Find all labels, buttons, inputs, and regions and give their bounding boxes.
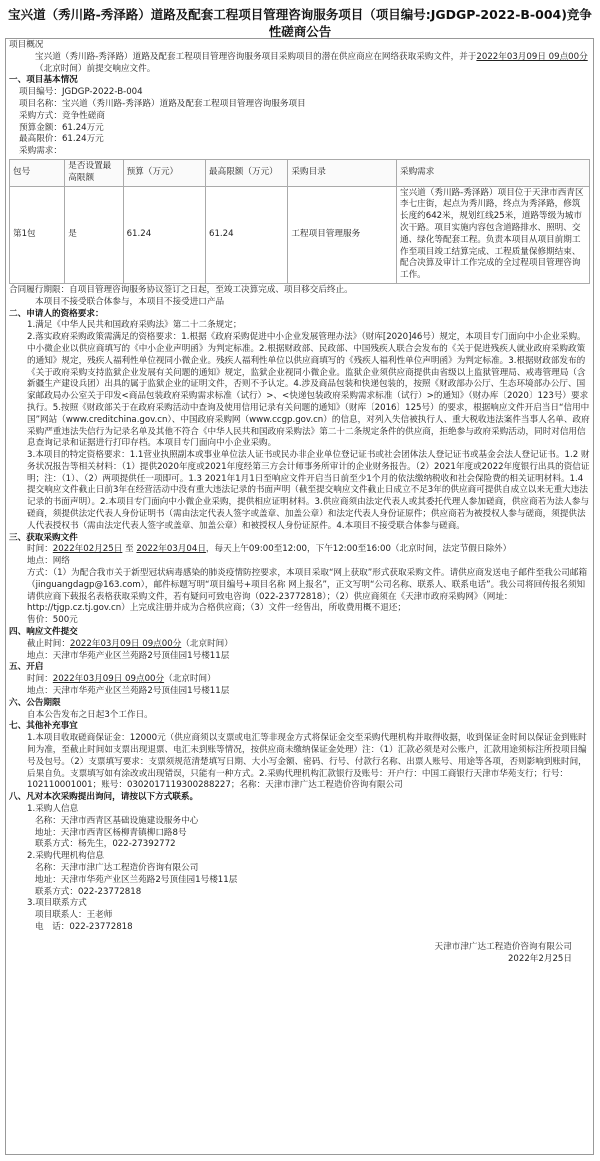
opening-date: 2022年03月09日 09点00分 bbox=[52, 674, 165, 685]
contact-line: 2.采购代理机构信息 bbox=[27, 851, 104, 862]
contact-line: 联系方式：杨先生，022-27392772 bbox=[35, 839, 176, 850]
contact-line: 3.项目联系方式 bbox=[27, 898, 87, 909]
project-name: 项目名称：宝兴道（秀川路-秀泽路）道路及配套工程项目管理咨询服务项目 bbox=[19, 98, 306, 109]
table-cell: 工程项目管理服务 bbox=[288, 186, 397, 283]
consortium-note: 本项目不接受联合体参与，本项目不接受进口产品 bbox=[35, 296, 225, 307]
table-header: 采购目录 bbox=[288, 159, 397, 186]
page-title: 宝兴道（秀川路-秀泽路）道路及配套工程项目管理咨询服务项目（项目编号:JGDGP-2022-B-004)竞争性磋商公告 bbox=[8, 7, 592, 39]
contact-line: 电 话：022-23772818 bbox=[35, 921, 133, 932]
section-heading: 五、开启 bbox=[9, 662, 44, 673]
obtain-price: 售价：500元 bbox=[27, 615, 78, 626]
label: 至 bbox=[122, 544, 137, 555]
table-cell: 第1包 bbox=[10, 186, 65, 283]
signature-date: 2022年2月25日 bbox=[507, 953, 572, 964]
label: 时间： bbox=[27, 674, 53, 685]
label: （北京时间） bbox=[181, 638, 233, 649]
section-heading: 三、获取采购文件 bbox=[9, 532, 78, 543]
requirements-label: 采购需求： bbox=[19, 146, 62, 157]
contact-line: 联系方式：022-23772818 bbox=[35, 886, 142, 897]
contact-info bbox=[9, 804, 590, 934]
contact-line: 名称：天津市津广达工程造价咨询有限公司 bbox=[35, 862, 199, 873]
budget-amount: 预算金额：61.24万元 bbox=[19, 122, 104, 133]
table-cell: 是 bbox=[65, 186, 123, 283]
contact-line: 地址：天津市华苑产业区兰苑路2号顶佳园1号楼11层 bbox=[35, 874, 238, 885]
obtain-place: 地点：网络 bbox=[27, 556, 70, 567]
table-header: 最高限额（万元） bbox=[206, 159, 288, 186]
deadline-date: 2022年03月09日 09点00分 bbox=[69, 638, 182, 649]
overview-line-end: （北京时间）前提交响应文件。 bbox=[35, 63, 156, 74]
obtain-start-date: 2022年02月25日 bbox=[52, 544, 123, 555]
table-cell: 61.24 bbox=[206, 186, 288, 283]
section-heading: 七、其他补充事宜 bbox=[9, 721, 78, 732]
submission-deadline bbox=[9, 639, 590, 651]
overview-heading: 项目概况 bbox=[9, 40, 44, 50]
obtain-method: 方式：（1）为配合我市关于新型冠状病毒感染的肺炎疫情防控要求，本项目采取“网上获取”形式获取采购文件。请供应商发送电子邮件至我公司邮箱（jinguangdagp@163.com），邮件标题写明“项目编号+项目名称 网上报名”，正文写明“公司名称、联系人、联系电话”。我公司将回传报名须知请供应商下载报名表格获取采购文件，若有疑问可致电咨询（022-23772818）；（2）供应商须在《天津市政府采购网》（网址：http://tjgp.cz.tj.gov.cn）上完成注册并成为合格供应商；（3）文件一经售出，所收费用概不退还； bbox=[27, 568, 588, 614]
label: ，每天上午09:00至12:00，下午12:00至16:00（北京时间，法定节假日除外） bbox=[205, 544, 512, 555]
table-cell: 宝兴道（秀川路-秀泽路）项目位于天津市西青区李七庄街，起点为秀川路，终点为秀泽路，修筑长度约642米，规划红线25米，道路等级为城市次干路。项目实施内容包含道路排水、照明、交通、绿化等配套工程。负责本项目从项目前期工作至项目竣工结算完成、工程质量保修期结束、配合决算及审计工作完成的全过程项目管理咨询工作。 bbox=[396, 186, 589, 283]
obtain-end-date: 2022年03月04日 bbox=[136, 544, 206, 555]
section-heading: 四、响应文件提交 bbox=[9, 627, 78, 638]
notice-period: 自本公告发布之日起3个工作日。 bbox=[27, 709, 153, 720]
submission-place: 地点：天津市华苑产业区兰苑路2号顶佳园1号楼11层 bbox=[27, 650, 230, 661]
contact-line: 1.采购人信息 bbox=[27, 804, 79, 814]
table-header: 采购需求 bbox=[396, 159, 589, 186]
obtain-time bbox=[9, 544, 590, 556]
label: （北京时间） bbox=[164, 674, 216, 685]
section-heading: 六、公告期限 bbox=[9, 697, 61, 708]
section-heading: 二、申请人的资格要求： bbox=[9, 308, 104, 319]
table-header: 是否设置最高限额 bbox=[65, 159, 123, 186]
project-info bbox=[9, 87, 590, 158]
requirements-table bbox=[9, 159, 590, 284]
overview-text bbox=[9, 52, 590, 76]
label: 时间： bbox=[27, 544, 53, 555]
label: 截止时间： bbox=[27, 638, 70, 649]
supplementary-text: 1.本项目收取磋商保证金：12000元（供应商须以支票或电汇等非现金方式将保证金交至采购代理机构并取得收据，收到保证金时间以保证金到账时间为准，至截止时间如支票出现退票、电汇未到账等情况，按供应商未缴纳保证金处理）注：（1）汇款必须是对公账户，汇款用途须标注所投项目编号及包号。（2）支票填写要求：支票须规范清楚填写日期、大小写金额、密码、行号、付款行名称、出票人账号、用途等各项，否则影响到账时间，后果自负。支票填写如有涂改或出现错误，只能有一种方式。2.采购代理机构汇款银行及账号：开户行：中国工商银行天津市华苑支行；行号：102110001001；账号：0302017119300288227；名称：天津市津广达工程造价咨询有限公司 bbox=[27, 733, 587, 791]
project-number: 项目编号：JGDGP-2022-B-004 bbox=[19, 87, 143, 98]
section-heading: 八、凡对本次采购提出询问，请按以下方式联系。 bbox=[9, 792, 199, 803]
table-header: 包号 bbox=[10, 159, 65, 186]
contact-line: 名称：天津市西青区基础设施建设服务中心 bbox=[35, 815, 199, 826]
table-cell: 61.24 bbox=[123, 186, 205, 283]
qualification-text: 1.满足《中华人民共和国政府采购法》第二十二条规定； 2.落实政府采购政策需满足的资格要求：1.根据《政府采购促进中小企业发展管理办法》（财库[2020]46号）规定，本项目专门面向中小企业采购。中小微企业以供应商填写的《中小企业声明函》为判定标准。2.根据财政部、民政部、中国残疾人联合会发布的《关于促进残疾人就业政府采购政策的通知》规定，残疾人福利性单位视同小微企业。残疾人福利性单位以供应商填写的《残疾人福利性单位声明函》为判定标准。3.根据财政部发布的《关于政府采购支持监狱企业发展有关问题的通知》规定，监狱企业视同小微企业。监狱企业须供应商提供由省级以上监狱管理局、戒毒管理局（含新疆生产建设兵团）出具的属于监狱企业的证明文件，否则不予认定。4.涉及商品包装和快递包装的，按照《财政部办公厅、生态环境部办公厅、国家邮政局办公室关于印发<商品包装政府采购需求标准（试行）>、<快递包装政府采购需求标准（试行）>的通知》（财办库〔2020〕123号）要求执行。5.按照《财政部关于在政府采购活动中查询及使用信用记录有关问题的通知》（财库〔2016〕125号）的要求，根据响应文件开启当日“信用中国”网站（www.creditchina.gov.cn）、中国政府采购网（www.ccgp.gov.cn）的信息，对列入失信被执行人、重大税收违法案件当事人名单、政府采购严重违法失信行为记录名单及其他不符合《中华人民共和国政府采购法》第二十二条规定条件的供应商，拒绝参与政府采购活动，同时对信用信息查询记录和证据进行打印存档。本项目专门面向中小企业采购。 3.本项目的特定资格要求：1.1营业执照副本或事业单位法人证书或民办非企业单位登记证书或社会团体法人登记证书或基金会法人登记证书。1.2 财务状况报告等相关材料：（1）提供2020年度或2021年度经第三方会计师事务所审计的企业财务报告。（2）2021年度或2022年度银行出具的资信证明；注：（1）、（2）两项提供任一项即可。1.3 2021年1月1日至响应文件开启当日前至少1个月的依法缴纳税收和社会保险费的相关证明材料。1.4 提交响应文件截止日前3年在经营活动中没有重大违法记录的书面声明（截至提交响应文件截止日成立不足3年的供应商可提供自成立以来无重大违法记录的书面声明）。2.本项目专门面向中小微企业采购，提供相应证明材料。3.供应商须由法定代表人或其委托代理人参加磋商，供应商若为法人参与磋商，须提供法定代表人身份证明书（需由法定代表人签字或盖章、加盖公章）和法定代表人身份证原件；供应商若为被授权人参与磋商，须提供法人代表授权书（需由法定代表人签字或盖章、加盖公章）和被授权人身份证原件。4.本项目不接受联合体参与磋商。 bbox=[27, 320, 590, 531]
contact-line: 地址：天津市西青区杨柳青镇柳口路8号 bbox=[35, 827, 187, 838]
overview-line: 宝兴道（秀川路-秀泽路）道路及配套工程项目管理咨询服务项目采购项目的潜在供应商应在网络获取采购文件，并于 bbox=[35, 51, 477, 62]
opening-place: 地点：天津市华苑产业区兰苑路2号顶佳园1号楼11层 bbox=[27, 686, 230, 697]
contract-period: 合同履行期限：自项目管理咨询服务协议签订之日起，至竣工决算完成、项目移交后终止。 bbox=[9, 284, 353, 295]
table-header: 预算（万元） bbox=[123, 159, 205, 186]
max-price: 最高限价：61.24万元 bbox=[19, 134, 104, 145]
procurement-method: 采购方式：竞争性磋商 bbox=[19, 110, 105, 121]
signature-company: 天津市津广达工程造价咨询有限公司 bbox=[434, 941, 572, 952]
section-heading: 一、项目基本情况 bbox=[9, 75, 78, 86]
contact-line: 项目联系人：王老师 bbox=[35, 910, 113, 921]
announcement-body bbox=[5, 38, 594, 1155]
overview-deadline: 2022年03月09日 09点00分 bbox=[476, 51, 588, 62]
table-row bbox=[10, 186, 590, 283]
table-header-row bbox=[10, 159, 590, 186]
opening-time bbox=[9, 674, 590, 686]
